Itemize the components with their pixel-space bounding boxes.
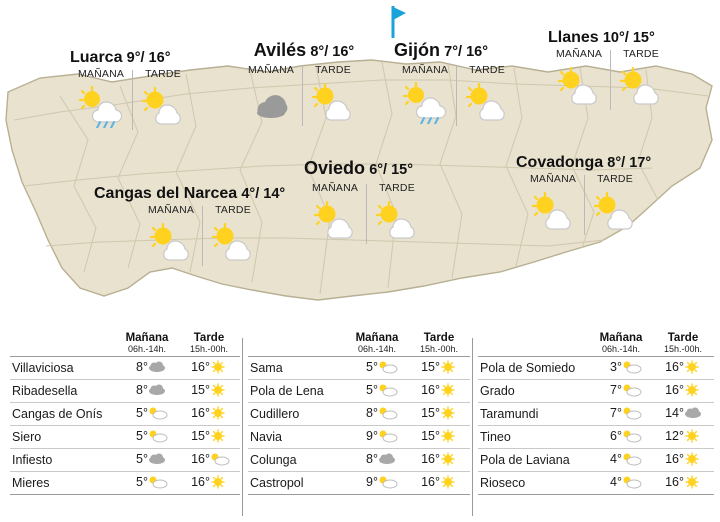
sun-cloud-icon <box>202 220 264 266</box>
sun-cloud-icon <box>622 406 644 423</box>
temp-value: 16° <box>191 406 210 421</box>
afternoon-cell <box>652 403 714 426</box>
morning-cell <box>116 449 178 472</box>
table-row <box>248 472 470 495</box>
afternoon-cell <box>178 403 240 426</box>
cloud-icon <box>240 80 302 126</box>
temp-value: 5° <box>136 452 148 467</box>
temp-value: 8° <box>136 360 148 375</box>
column-morning <box>394 64 456 126</box>
sun-cloud-icon <box>622 475 644 492</box>
cloud-icon <box>684 407 706 422</box>
forecast-table <box>248 357 470 495</box>
afternoon-cell <box>408 380 470 403</box>
morning-cell <box>116 472 178 495</box>
afternoon-cell <box>652 357 714 380</box>
sun-cloud-icon <box>140 220 202 266</box>
morning-cell <box>590 449 652 472</box>
place-name: Pola de Lena <box>248 380 346 403</box>
sun-icon <box>440 383 462 400</box>
city-temps: 10°/ 15° <box>602 30 655 46</box>
table-row <box>10 472 240 495</box>
sun-icon <box>440 429 462 446</box>
part-label: MAÑANA <box>401 64 449 76</box>
cloud-icon <box>148 384 170 399</box>
column-morning <box>304 182 366 244</box>
header-label: Tarde <box>667 332 699 344</box>
temp-value: 5° <box>136 406 148 421</box>
column-afternoon <box>584 173 646 235</box>
city-header-cangas-del-narcea <box>94 186 285 202</box>
forecast-table <box>10 357 240 495</box>
temp-value: 16° <box>665 475 684 490</box>
part-label: MAÑANA <box>555 48 603 60</box>
sun-rain-icon <box>394 80 456 126</box>
sun-cloud-icon <box>302 80 364 126</box>
sun-cloud-icon <box>610 64 672 110</box>
part-label: MAÑANA <box>529 173 577 185</box>
morning-cell <box>590 403 652 426</box>
morning-cell <box>116 357 178 380</box>
afternoon-cell <box>408 472 470 495</box>
sun-cloud-icon <box>132 84 194 130</box>
city-block-oviedo <box>304 160 428 244</box>
temp-value: 7° <box>610 406 622 421</box>
sun-cloud-icon <box>148 406 170 423</box>
part-label: TARDE <box>145 68 181 80</box>
header-hours: 15h.-00h. <box>189 344 229 354</box>
column-afternoon <box>366 182 428 244</box>
city-header-aviles <box>240 42 368 60</box>
location-pin-icon <box>386 4 410 40</box>
morning-cell <box>590 472 652 495</box>
temp-value: 4° <box>610 452 622 467</box>
place-name: Mieres <box>10 472 116 495</box>
city-columns <box>304 182 428 244</box>
column-afternoon <box>202 204 264 266</box>
place-name: Siero <box>10 426 116 449</box>
part-label: MAÑANA <box>77 68 125 80</box>
sun-cloud-icon <box>378 429 400 446</box>
temp-value: 15° <box>421 360 440 375</box>
header-label: Mañana <box>125 332 169 344</box>
city-header-covadonga <box>516 155 651 171</box>
temp-value: 16° <box>191 452 210 467</box>
temp-value: 16° <box>191 360 210 375</box>
column-morning <box>240 64 302 126</box>
morning-cell <box>346 403 408 426</box>
city-header-gijon <box>394 42 518 60</box>
city-columns <box>70 68 194 130</box>
cloud-icon <box>148 453 170 468</box>
morning-cell <box>590 357 652 380</box>
header-label: Mañana <box>355 332 399 344</box>
city-block-luarca <box>70 50 194 130</box>
table-row <box>10 357 240 380</box>
table-row <box>248 357 470 380</box>
part-label: MAÑANA <box>147 204 195 216</box>
table-divider-1 <box>242 338 243 516</box>
temp-value: 5° <box>136 475 148 490</box>
temp-value: 16° <box>191 475 210 490</box>
temp-value: 15° <box>191 383 210 398</box>
temp-value: 8° <box>366 406 378 421</box>
city-temps: 9°/ 16° <box>126 50 171 66</box>
place-name: Pola de Somiedo <box>478 357 590 380</box>
place-name: Rioseco <box>478 472 590 495</box>
city-name: Gijón <box>394 40 440 60</box>
table-row <box>10 449 240 472</box>
table-row <box>478 380 714 403</box>
cloud-icon <box>378 453 400 468</box>
table-row <box>10 426 240 449</box>
column-morning <box>522 173 584 235</box>
place-name: Pola de Laviana <box>478 449 590 472</box>
temp-value: 9° <box>366 475 378 490</box>
sun-cloud-icon <box>378 383 400 400</box>
header-afternoon <box>652 332 714 354</box>
header-label: Tarde <box>193 332 225 344</box>
header-hours: 06h.-14h. <box>357 344 397 354</box>
sun-cloud-icon <box>304 198 366 244</box>
city-block-cangas-del-narcea <box>94 186 285 266</box>
afternoon-cell <box>652 380 714 403</box>
table-row <box>248 449 470 472</box>
header-label: Tarde <box>423 332 455 344</box>
place-name: Cangas de Onís <box>10 403 116 426</box>
sun-icon <box>684 475 706 492</box>
place-name: Taramundi <box>478 403 590 426</box>
header-afternoon <box>408 332 470 354</box>
afternoon-cell <box>178 472 240 495</box>
city-block-covadonga <box>516 155 651 235</box>
sun-cloud-icon <box>378 475 400 492</box>
afternoon-cell <box>408 449 470 472</box>
morning-cell <box>346 380 408 403</box>
temp-value: 12° <box>665 429 684 444</box>
afternoon-cell <box>408 403 470 426</box>
sun-icon <box>684 360 706 377</box>
temp-value: 3° <box>610 360 622 375</box>
morning-cell <box>346 426 408 449</box>
place-name: Grado <box>478 380 590 403</box>
table-divider-2 <box>472 338 473 516</box>
column-afternoon <box>456 64 518 126</box>
sun-icon <box>440 360 462 377</box>
city-temps: 6°/ 15° <box>369 162 414 178</box>
place-name: Castropol <box>248 472 346 495</box>
temp-value: 16° <box>421 475 440 490</box>
table-row <box>248 380 470 403</box>
part-label: TARDE <box>469 64 505 76</box>
header-hours: 15h.-00h. <box>419 344 459 354</box>
sun-icon <box>440 475 462 492</box>
city-block-llanes <box>548 30 672 110</box>
part-label: TARDE <box>315 64 351 76</box>
sun-icon <box>684 429 706 446</box>
temp-value: 8° <box>366 452 378 467</box>
sun-cloud-icon <box>148 429 170 446</box>
temp-value: 16° <box>665 360 684 375</box>
city-name: Luarca <box>70 49 123 66</box>
sun-icon <box>684 383 706 400</box>
table-header <box>478 332 714 354</box>
header-morning <box>116 332 178 354</box>
city-name: Llanes <box>548 29 599 46</box>
sun-cloud-icon <box>622 452 644 469</box>
table-row <box>478 472 714 495</box>
sun-rain-icon <box>70 84 132 130</box>
sun-icon <box>210 475 232 492</box>
column-morning <box>70 68 132 130</box>
sun-cloud-icon <box>622 360 644 377</box>
city-temps: 8°/ 16° <box>310 44 355 60</box>
table-row <box>248 403 470 426</box>
temp-value: 15° <box>421 406 440 421</box>
forecast-table <box>478 357 714 495</box>
place-name: Infiesto <box>10 449 116 472</box>
forecast-tables <box>0 332 720 522</box>
part-label: TARDE <box>623 48 659 60</box>
table-row <box>478 403 714 426</box>
sun-icon <box>440 452 462 469</box>
place-name: Ribadesella <box>10 380 116 403</box>
temp-value: 5° <box>366 360 378 375</box>
part-label: TARDE <box>597 173 633 185</box>
sun-cloud-icon <box>456 80 518 126</box>
part-label: TARDE <box>379 182 415 194</box>
column-afternoon <box>610 48 672 110</box>
city-header-luarca <box>70 50 194 66</box>
afternoon-cell <box>178 380 240 403</box>
column-afternoon <box>302 64 364 126</box>
temp-value: 4° <box>610 475 622 490</box>
city-name: Oviedo <box>304 158 366 178</box>
afternoon-cell <box>652 449 714 472</box>
city-temps: 7°/ 16° <box>444 44 489 60</box>
place-name: Cudillero <box>248 403 346 426</box>
city-columns <box>522 173 651 235</box>
city-header-oviedo <box>304 160 428 178</box>
place-name: Tineo <box>478 426 590 449</box>
place-name: Navia <box>248 426 346 449</box>
table-left <box>10 332 240 495</box>
table-right <box>478 332 714 495</box>
temp-value: 6° <box>610 429 622 444</box>
morning-cell <box>116 403 178 426</box>
morning-cell <box>346 357 408 380</box>
afternoon-cell <box>408 426 470 449</box>
city-columns <box>548 48 672 110</box>
city-name: Avilés <box>253 40 307 60</box>
table-row <box>478 449 714 472</box>
temp-value: 9° <box>366 429 378 444</box>
sun-cloud-icon <box>522 189 584 235</box>
table-row <box>478 357 714 380</box>
sun-icon <box>440 406 462 423</box>
temp-value: 8° <box>136 383 148 398</box>
temp-value: 14° <box>665 406 684 421</box>
table-header <box>248 332 470 354</box>
column-morning <box>548 48 610 110</box>
morning-cell <box>590 426 652 449</box>
header-morning <box>346 332 408 354</box>
morning-cell <box>346 449 408 472</box>
sun-cloud-icon <box>622 383 644 400</box>
header-afternoon <box>178 332 240 354</box>
sun-cloud-icon <box>366 198 428 244</box>
table-row <box>478 426 714 449</box>
city-name: Covadonga <box>516 154 604 171</box>
afternoon-cell <box>652 472 714 495</box>
place-name: Colunga <box>248 449 346 472</box>
sun-cloud-icon <box>622 429 644 446</box>
morning-cell <box>346 472 408 495</box>
afternoon-cell <box>408 357 470 380</box>
city-temps: 8°/ 17° <box>607 155 652 171</box>
sun-icon <box>684 452 706 469</box>
temp-value: 16° <box>421 383 440 398</box>
city-name: Cangas del Narcea <box>94 185 238 202</box>
part-label: MAÑANA <box>247 64 295 76</box>
header-hours: 06h.-14h. <box>601 344 641 354</box>
morning-cell <box>116 380 178 403</box>
temp-value: 15° <box>191 429 210 444</box>
temp-value: 16° <box>665 383 684 398</box>
morning-cell <box>116 426 178 449</box>
city-columns <box>394 64 518 126</box>
header-morning <box>590 332 652 354</box>
sun-cloud-icon <box>148 475 170 492</box>
header-label: Mañana <box>599 332 643 344</box>
table-row <box>10 380 240 403</box>
sun-icon <box>210 406 232 423</box>
table-row <box>248 426 470 449</box>
temp-value: 16° <box>421 452 440 467</box>
morning-cell <box>590 380 652 403</box>
temp-value: 5° <box>136 429 148 444</box>
sun-cloud-icon <box>584 189 646 235</box>
afternoon-cell <box>178 426 240 449</box>
sun-icon <box>210 383 232 400</box>
table-header <box>10 332 240 354</box>
sun-cloud-icon <box>378 406 400 423</box>
afternoon-cell <box>178 357 240 380</box>
place-name: Sama <box>248 357 346 380</box>
city-block-aviles <box>240 42 368 126</box>
afternoon-cell <box>652 426 714 449</box>
city-columns <box>240 64 368 126</box>
temp-value: 16° <box>665 452 684 467</box>
part-label: MAÑANA <box>311 182 359 194</box>
city-temps: 4°/ 14° <box>241 186 286 202</box>
header-hours: 15h.-00h. <box>663 344 703 354</box>
sun-cloud-icon <box>548 64 610 110</box>
sun-cloud-icon <box>378 360 400 377</box>
sun-icon <box>210 360 232 377</box>
place-name: Villaviciosa <box>10 357 116 380</box>
sun-icon <box>210 429 232 446</box>
city-block-gijon <box>394 42 518 126</box>
column-morning <box>140 204 202 266</box>
temp-value: 15° <box>421 429 440 444</box>
header-hours: 06h.-14h. <box>127 344 167 354</box>
table-row <box>10 403 240 426</box>
temp-value: 7° <box>610 383 622 398</box>
cloud-icon <box>148 361 170 376</box>
table-middle <box>248 332 470 495</box>
city-header-llanes <box>548 30 672 46</box>
city-columns <box>140 204 285 266</box>
part-label: TARDE <box>215 204 251 216</box>
afternoon-cell <box>178 449 240 472</box>
sun-cloud-icon <box>210 452 232 469</box>
temp-value: 5° <box>366 383 378 398</box>
column-afternoon <box>132 68 194 130</box>
